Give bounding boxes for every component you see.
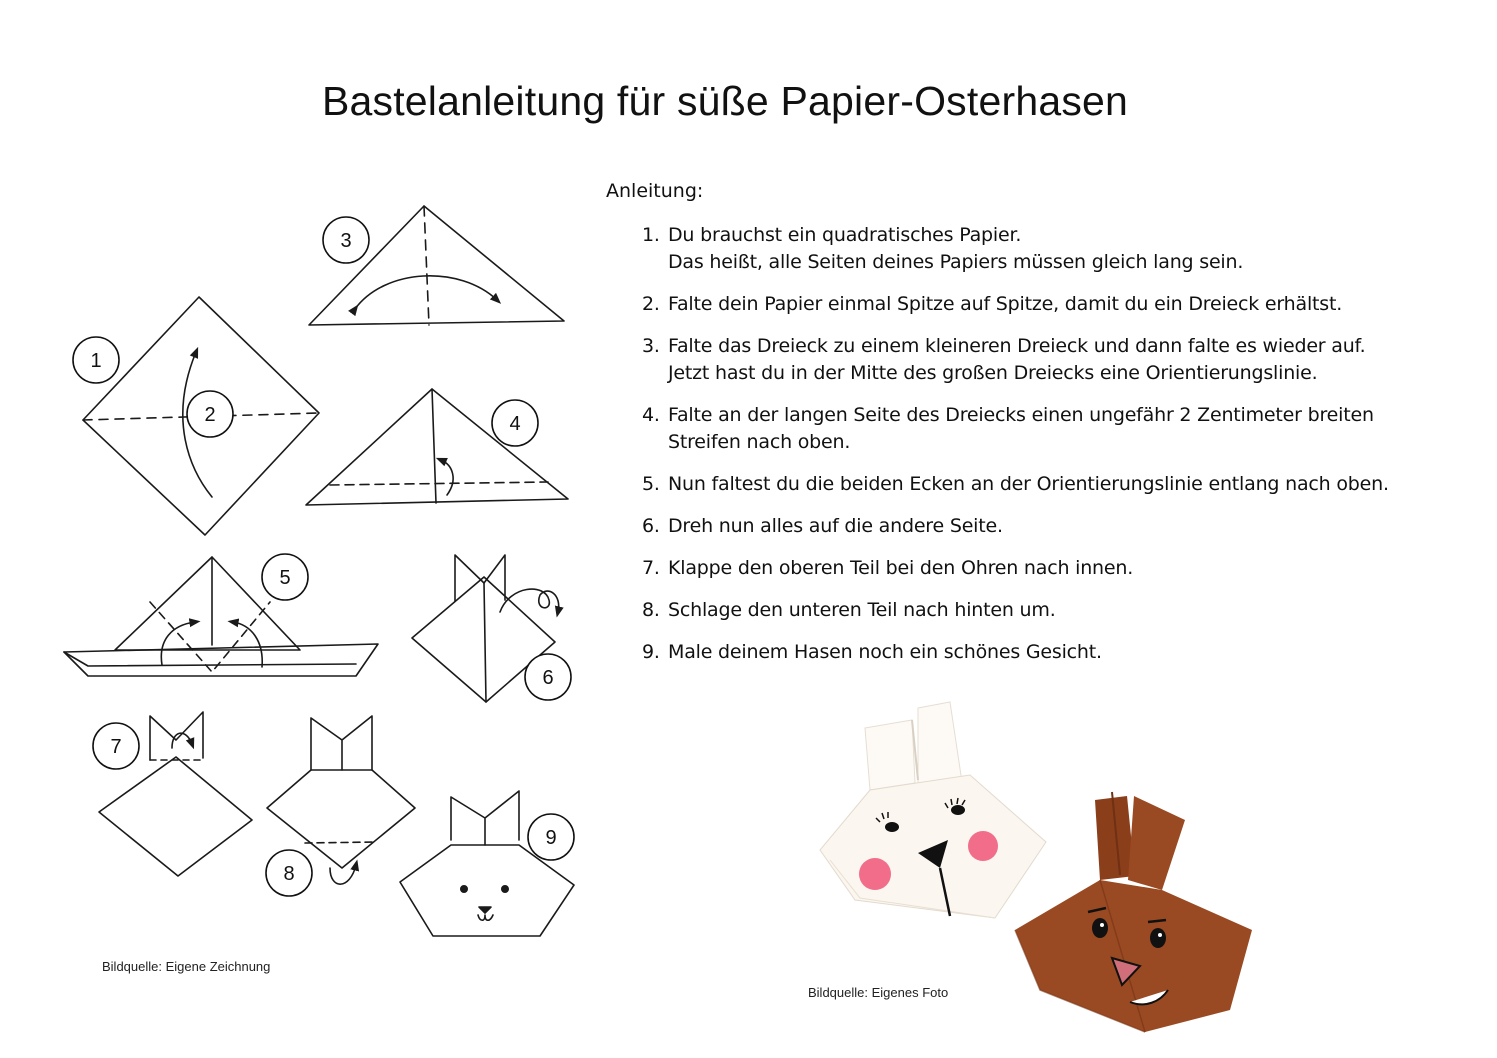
instruction-step xyxy=(642,471,1462,498)
step-number: 1. xyxy=(642,224,660,246)
page-title: Bastelanleitung für süße Papier-Osterhasen xyxy=(321,78,1129,124)
drawing-credit: Bildquelle: Eigene Zeichnung xyxy=(102,959,271,974)
instruction-step xyxy=(642,639,1462,666)
step-number: 4. xyxy=(642,404,660,426)
step-label-5: 5 xyxy=(279,567,291,589)
step-label-3: 3 xyxy=(340,230,352,252)
step-label-8: 8 xyxy=(283,863,295,885)
instruction-step xyxy=(642,555,1462,582)
step-number: 7. xyxy=(642,557,660,579)
photo-credit: Bildquelle: Eigenes Foto xyxy=(808,985,949,1000)
step-label-4: 4 xyxy=(509,413,521,435)
instructions-list xyxy=(642,222,1462,666)
step-text-line: Klappe den oberen Teil bei den Ohren nach innen. xyxy=(668,557,1134,579)
brown-bunny xyxy=(1015,792,1252,1032)
step-text-line: Nun faltest du die beiden Ecken an der Orientierungslinie entlang nach oben. xyxy=(668,473,1389,495)
fold-figure-9 xyxy=(400,791,574,936)
step-number: 8. xyxy=(642,599,660,621)
folding-diagrams xyxy=(0,0,600,1000)
instruction-step xyxy=(642,597,1462,624)
instruction-step xyxy=(642,402,1462,456)
white-bunny xyxy=(820,702,1046,918)
step-text-line: Schlage den unteren Teil nach hinten um. xyxy=(668,599,1056,621)
step-text-line: Streifen nach oben. xyxy=(668,431,851,453)
step-label-2: 2 xyxy=(204,404,216,426)
step-text-line: Du brauchst ein quadratisches Papier. xyxy=(668,224,1022,246)
step-number: 3. xyxy=(642,335,660,357)
step-text-line: Falte dein Papier einmal Spitze auf Spitze, damit du ein Dreieck erhältst. xyxy=(668,293,1343,315)
step-label-7: 7 xyxy=(110,736,122,758)
instruction-step xyxy=(642,222,1462,276)
step-number: 2. xyxy=(642,293,660,315)
step-text-line: Dreh nun alles auf die andere Seite. xyxy=(668,515,1003,537)
step-label-9: 9 xyxy=(545,827,557,849)
step-number: 9. xyxy=(642,641,660,663)
instruction-step xyxy=(642,513,1462,540)
instruction-step xyxy=(642,333,1462,387)
step-text-line: Falte das Dreieck zu einem kleineren Dreieck und dann falte es wieder auf. xyxy=(668,335,1366,357)
fold-figure-5 xyxy=(64,557,378,676)
step-number: 6. xyxy=(642,515,660,537)
step-label-1: 1 xyxy=(90,350,102,372)
step-text-line: Das heißt, alle Seiten deines Papiers müssen gleich lang sein. xyxy=(668,251,1244,273)
step-label-6: 6 xyxy=(542,667,554,689)
step-text-line: Falte an der langen Seite des Dreiecks einen ungefähr 2 Zentimeter breiten xyxy=(668,404,1374,426)
step-text-line: Jetzt hast du in der Mitte des großen Dreiecks eine Orientierungslinie. xyxy=(668,362,1318,384)
step-number: 5. xyxy=(642,473,660,495)
instructions-heading: Anleitung: xyxy=(606,180,704,202)
instruction-step xyxy=(642,291,1462,318)
step-text-line: Male deinem Hasen noch ein schönes Gesicht. xyxy=(668,641,1102,663)
